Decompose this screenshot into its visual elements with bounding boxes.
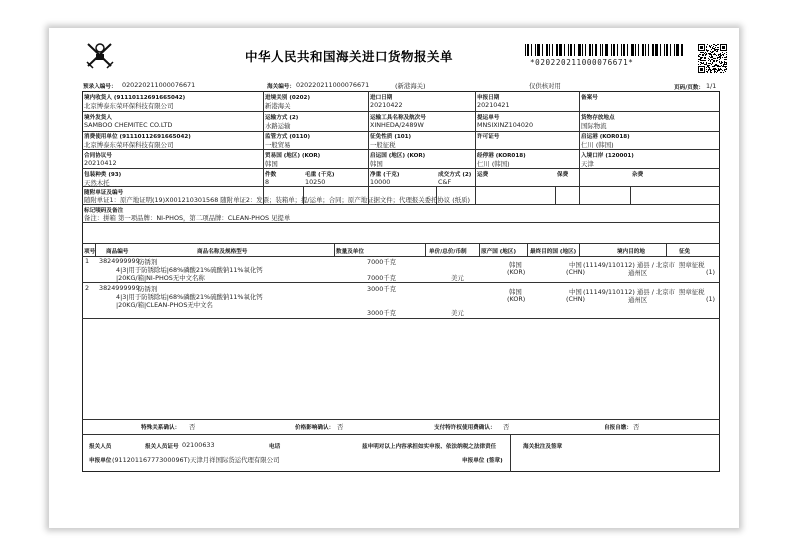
pre-entry-label: 预录入编号： — [83, 84, 117, 90]
documents-value: 随附单证1：原产地证明(19)X001210301568 随附单证2：发票；装箱单；提/运单；合同；原产地证据文件；代理报关委托协议 (纸质) — [84, 196, 470, 204]
special-relation-value: 否 — [189, 423, 196, 431]
freight-label: 运费 — [477, 172, 489, 178]
entry-port-value: 天津 — [581, 160, 594, 168]
item-origin: 韩国 — [509, 261, 522, 269]
price-impact-value: 否 — [337, 423, 344, 431]
goods-header-dest: 最终目的国 (地区) — [530, 249, 577, 255]
goods-header-no: 项号 — [84, 249, 96, 255]
phone-label: 电话 — [269, 444, 281, 450]
item-domestic-2: 通州区 — [628, 269, 648, 277]
declare-unit-stamp: 申报单位 (签章) — [462, 458, 503, 464]
contract-label: 合同协议号 — [84, 153, 112, 159]
gross-weight-value: 10250 — [305, 178, 326, 186]
item-domestic: (11149/110112) 通县 / 北京市 — [583, 288, 676, 296]
customs-no-label: 海关编号： — [267, 84, 295, 90]
origin-country-value: 韩国 — [370, 160, 383, 168]
item-origin: 韩国 — [509, 288, 522, 296]
entry-office-label: 进境关别 (0202) — [265, 95, 311, 101]
item-qty: 7000千克 — [367, 258, 397, 266]
bl-value: MNSIXINZ104020 — [477, 121, 534, 129]
vessel-value: XINHEDA/2489W — [370, 121, 424, 129]
depart-port-label: 启运港 (KOR018) — [581, 134, 630, 140]
contract-value: 20210412 — [84, 159, 117, 167]
self-payment-label: 自报自缴： — [604, 425, 632, 431]
item-spec-line2: |20KG/箱|NI-PHOS无中文名称 — [116, 274, 205, 282]
customs-note-label: 海关批注及签章 — [523, 444, 563, 450]
price-impact-label: 价格影响确认： — [295, 425, 335, 431]
item-currency: 美元 — [451, 274, 464, 282]
royalty-label: 支付特许权使用费确认： — [434, 425, 496, 431]
barcode-number: *020220211000076671* — [530, 58, 634, 67]
record-no-label: 备案号 — [581, 95, 598, 101]
remarks-label: 标记唛码及备注 — [84, 208, 124, 214]
origin-country-label: 启运国 (地区) (KOR) — [370, 153, 426, 159]
depart-port-value: 仁川 (韩国) — [581, 141, 614, 149]
remarks-value: 备注：拼箱 第一项品牌：NI-PHOS，第二项品牌：CLEAN-PHOS 见提单 — [84, 214, 291, 222]
pack-type-label: 包装种类 (93) — [84, 172, 122, 178]
item-no: 1 — [85, 257, 90, 265]
entry-port-label: 入境口岸 (120001) — [581, 153, 634, 159]
pre-entry-number: 020220211000076671 — [122, 81, 196, 89]
item-currency: 美元 — [451, 309, 464, 317]
self-payment-value: 否 — [633, 423, 640, 431]
qr-code — [698, 44, 727, 73]
trade-country-label: 贸易国 (地区) (KOR) — [265, 153, 321, 159]
item-name: 防锈剂 — [138, 258, 158, 266]
via-port-label: 经停港 (KOR018) — [477, 153, 526, 159]
declare-unit-value: (91120116777300096T)天津月祥国际货运代理有限公司 — [112, 456, 280, 464]
consignor-value: SAMBOO CHEMITEC CO.LTD — [84, 121, 173, 129]
import-date-value: 20210422 — [370, 101, 403, 109]
item-origin-code: (KOR) — [507, 295, 526, 303]
item-dest: 中国 — [569, 261, 582, 269]
storage-label: 货物存放地点 — [581, 115, 615, 121]
import-date-label: 进口日期 — [370, 95, 393, 101]
deal-mode-value: C&F — [438, 178, 452, 186]
pieces-label: 件数 — [265, 172, 277, 178]
goods-header-price: 单价/总价/币制 — [429, 249, 467, 255]
customs-office-name: (新港海关) — [395, 82, 426, 90]
entry-office-value: 新港海关 — [265, 102, 291, 110]
item-levy-code: (1) — [706, 268, 716, 276]
item-code: 3824999999 — [99, 284, 140, 292]
royalty-value: 否 — [503, 423, 510, 431]
form-title: 中华人民共和国海关进口货物报关单 — [245, 49, 454, 64]
goods-header-domestic: 境内目的地 — [617, 249, 645, 255]
item-qty-2: 7000千克 — [367, 274, 397, 282]
special-relation-label: 特殊关系确认： — [141, 425, 181, 431]
user-unit-value: 北京博泰东荣环保科技有限公司 — [84, 141, 174, 149]
barcode — [525, 44, 693, 56]
item-code: 3824999999 — [99, 257, 140, 265]
goods-header-levy: 征免 — [679, 249, 691, 255]
consignee-label: 境内收货人 (91110112691665042) — [84, 95, 186, 101]
item-spec-line1: 4|3|用于防锈除垢|68%磷酸21%硫酸钠11%氧化钙 — [116, 293, 263, 301]
pack-type-value: 天然木托 — [84, 179, 110, 187]
supervision-label: 监管方式 (0110) — [265, 134, 311, 140]
deal-mode-label: 成交方式 (2) — [438, 172, 472, 178]
item-dest-code: (CHN) — [566, 268, 586, 276]
page-label: 页码/页数： — [674, 85, 705, 91]
item-no: 2 — [85, 284, 90, 292]
customs-declaration-sheet — [49, 28, 739, 528]
license-label: 许可证号 — [477, 134, 500, 140]
net-weight-label: 净重 (千克) — [370, 172, 400, 178]
insurance-label: 保费 — [557, 172, 569, 178]
item-spec-line1: 4|3|用于防锈除垢|68%磷酸21%硫酸钠11%氧化钙 — [116, 266, 263, 274]
levy-nature-label: 征免性质 (101) — [370, 134, 412, 140]
levy-nature-value: 一般征税 — [370, 141, 396, 149]
page-value: 1/1 — [706, 82, 717, 90]
item-dest: 中国 — [569, 288, 582, 296]
item-domestic-2: 通州区 — [628, 296, 648, 304]
user-unit-label: 消费使用单位 (91110112691665042) — [84, 134, 191, 140]
goods-header-origin: 原产国 (地区) — [481, 249, 517, 255]
item-spec-line2: |20KG/箱|CLEAN-PHOS无中文名 — [116, 301, 213, 309]
vessel-label: 运输工具名称及航次号 — [370, 115, 426, 121]
declarant-label: 报关人员 — [89, 444, 112, 450]
item-origin-code: (KOR) — [507, 268, 526, 276]
item-qty: 3000千克 — [367, 285, 397, 293]
item-domestic: (11149/110112) 通县 / 北京市 — [583, 261, 676, 269]
bl-label: 提运单号 — [477, 115, 500, 121]
declarant-id-value: 02100633 — [182, 441, 215, 449]
declare-date-value: 20210421 — [477, 101, 510, 109]
transport-mode-value: 水路运输 — [265, 122, 291, 130]
item-qty-2: 3000千克 — [367, 309, 397, 317]
net-weight-value: 10000 — [370, 178, 391, 186]
goods-header-code: 商品编号 — [106, 249, 129, 255]
item-levy: 照章征税 — [679, 288, 705, 296]
via-port-value: 仁川 (韩国) — [477, 160, 510, 168]
gross-weight-label: 毛重 (千克) — [305, 172, 335, 178]
pieces-value: 8 — [265, 178, 270, 186]
item-name: 防锈剂 — [138, 285, 158, 293]
misc-fee-label: 杂费 — [632, 172, 644, 178]
item-dest-code: (CHN) — [566, 295, 586, 303]
supervision-value: 一般贸易 — [265, 141, 291, 149]
declaration-statement: 兹申明对以上内容承担如实申报、依法纳税之法律责任 — [362, 444, 497, 450]
declarant-id-label: 报关人员证号 — [145, 444, 179, 450]
item-levy-code: (1) — [706, 295, 716, 303]
consignee-value: 北京博泰东荣环保科技有限公司 — [84, 102, 174, 110]
transport-mode-label: 运输方式 (2) — [265, 115, 299, 121]
storage-value: 国际物流 — [581, 122, 607, 130]
trade-country-value: 韩国 — [265, 160, 278, 168]
declare-unit-label: 申报单位 — [89, 458, 112, 464]
customs-emblem-icon — [83, 40, 117, 70]
item-levy: 照章征税 — [679, 261, 705, 269]
goods-header-name: 商品名称及规格型号 — [197, 249, 248, 255]
customs-number: 020220211000076671 — [296, 81, 370, 89]
goods-header-qty: 数量及单位 — [336, 249, 364, 255]
declare-date-label: 申报日期 — [477, 95, 500, 101]
documents-label: 随附单证及编号 — [84, 190, 124, 196]
consignor-label: 境外发货人 — [84, 115, 112, 121]
verify-note: 仅供核对用 — [529, 82, 561, 90]
